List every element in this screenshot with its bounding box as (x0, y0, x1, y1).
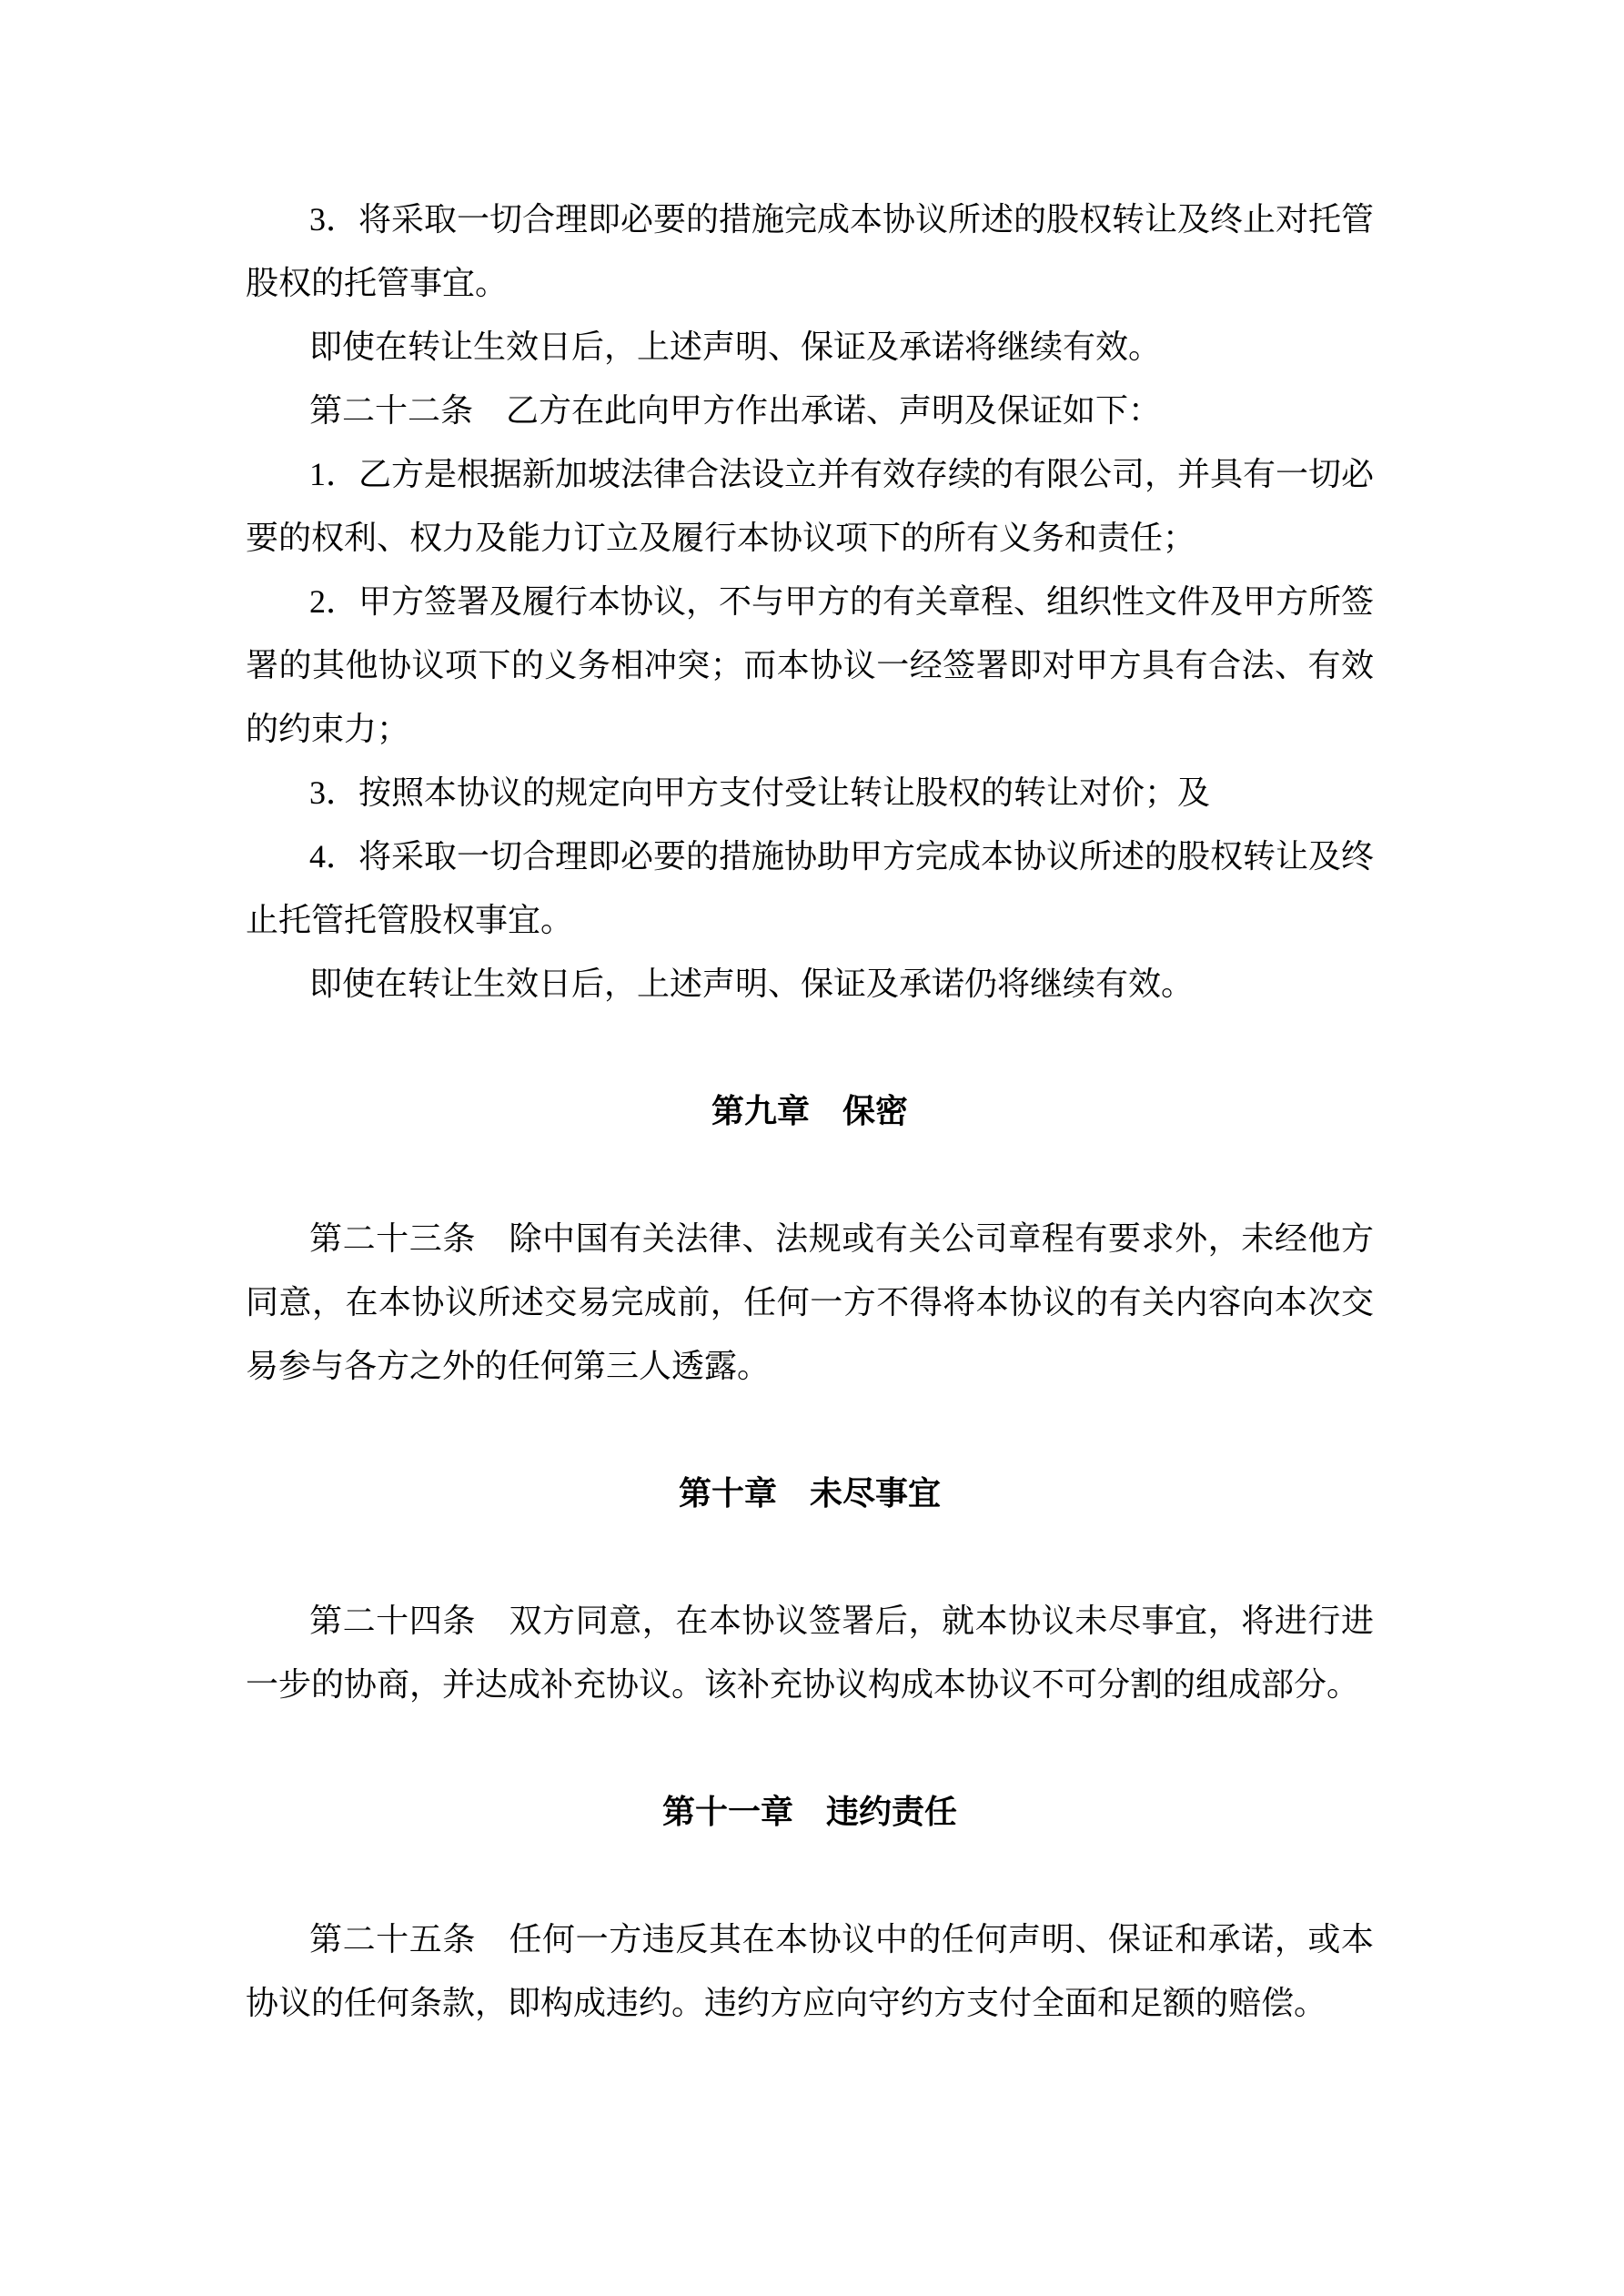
text-line: 3．按照本协议的规定向甲方支付受让转让股权的转让对价；及 (309, 774, 1211, 811)
paragraph (246, 952, 1374, 1016)
text-line: 4．将采取一切合理即必要的措施协助甲方完成本协议所述的股权转让及终 (309, 838, 1375, 875)
text-line: 股权的托管事宜。 (246, 265, 509, 301)
text-line: 要的权利、权力及能力订立及履行本协议项下的所有义务和责任； (246, 520, 1196, 556)
chapter-heading: 第九章 保密 (711, 1093, 908, 1129)
paragraph (246, 1207, 1374, 1398)
text-line: 即使在转让生效日后，上述声明、保证及承诺仍将继续有效。 (309, 966, 1195, 1002)
paragraph (246, 315, 1374, 379)
text-line: 第二十五条 任何一方违反其在本协议中的任何声明、保证和承诺，或本 (309, 1921, 1374, 1957)
text-line: 止托管托管股权事宜。 (246, 902, 574, 938)
text-line: 易参与各方之外的任何第三人透露。 (246, 1348, 771, 1384)
text-line: 第二十二条 乙方在此向甲方作出承诺、声明及保证如下： (309, 392, 1162, 429)
paragraph (246, 442, 1374, 570)
paragraph (246, 379, 1374, 442)
text-line: 的约束力； (246, 711, 410, 747)
paragraph (246, 761, 1374, 824)
chapter-heading: 第十一章 违约责任 (661, 1794, 957, 1830)
text-line: 第二十四条 双方同意，在本协议签署后，就本协议未尽事宜，将进行进 (309, 1603, 1374, 1639)
text-line: 协议的任何条款，即构成违约。违约方应向守约方支付全面和足额的赔偿。 (246, 1985, 1327, 2021)
text-line: 2．甲方签署及履行本协议，不与甲方的有关章程、组织性文件及甲方所签 (309, 583, 1375, 620)
text-line: 1．乙方是根据新加坡法律合法设立并有效存续的有限公司，并具有一切必 (309, 456, 1375, 492)
text-line: 一步的协商，并达成补充协议。该补充协议构成本协议不可分割的组成部分。 (246, 1666, 1360, 1703)
chapter-heading: 第十章 未尽事宜 (678, 1475, 941, 1512)
text-line: 同意，在本协议所述交易完成前，任何一方不得将本协议的有关内容向本次交 (246, 1284, 1374, 1320)
text-line: 署的其他协议项下的义务相冲突；而本协议一经签署即对甲方具有合法、有效 (246, 647, 1374, 683)
paragraph (246, 824, 1374, 952)
paragraph (246, 1589, 1374, 1716)
paragraph (246, 1907, 1374, 2035)
paragraph (246, 187, 1374, 315)
text-line: 3．将采取一切合理即必要的措施完成本协议所述的股权转让及终止对托管 (309, 201, 1375, 238)
text-line: 第二十三条 除中国有关法律、法规或有关公司章程有要求外，未经他方 (309, 1220, 1374, 1257)
paragraph (246, 570, 1374, 761)
contract-text-body (246, 187, 1374, 2035)
text-line: 即使在转让生效日后，上述声明、保证及承诺将继续有效。 (309, 329, 1162, 365)
